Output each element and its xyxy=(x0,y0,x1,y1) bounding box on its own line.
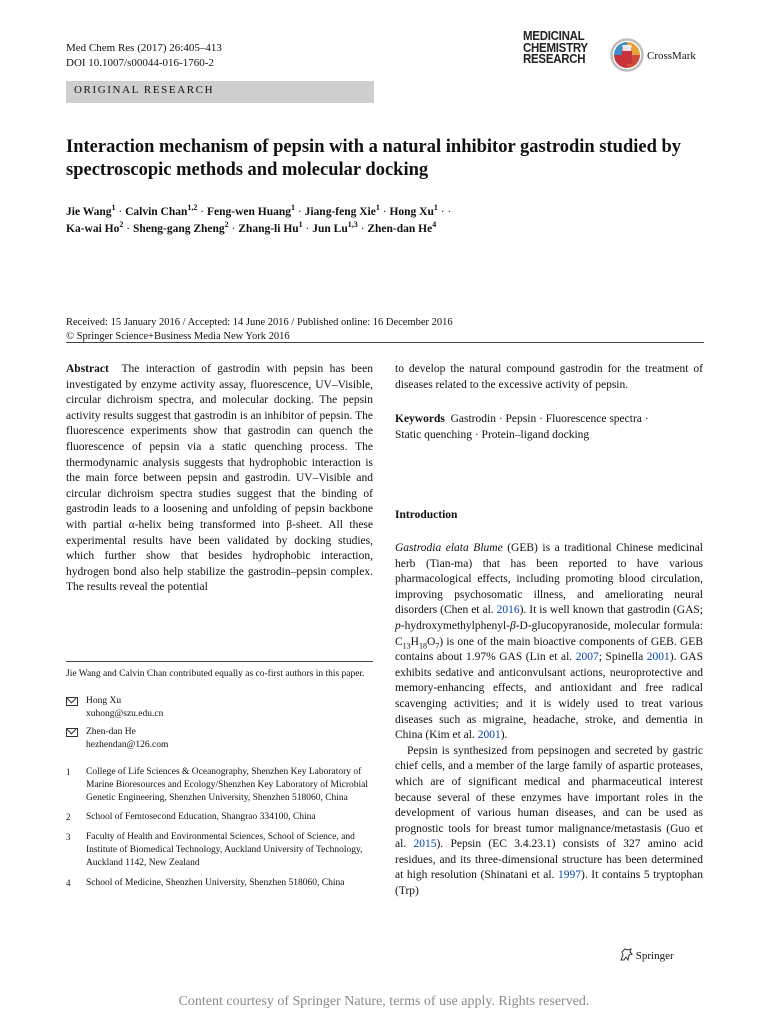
contact-name: Zhen-dan He xyxy=(86,727,136,738)
author-affiliation-marker: 1 xyxy=(433,203,438,213)
citation-link[interactable]: 2015 xyxy=(413,838,437,851)
publisher-name: Springer xyxy=(635,950,674,962)
envelope-icon xyxy=(66,697,78,706)
contact-email[interactable]: xuhong@szu.edu.cn xyxy=(86,708,164,719)
abstract-heading: Abstract xyxy=(66,363,109,375)
introduction-heading: Introduction xyxy=(395,509,458,521)
author-name[interactable]: Feng-wen Huang xyxy=(206,206,292,218)
crossmark-badge[interactable] xyxy=(610,38,710,78)
affiliation-text: College of Life Sciences & Oceanography, Shenzhen Key Laboratory of Marine Bioresources and Ecology/Shenzhen Key Laboratory of Microbial Genetic Engineering, Shenzhen University, Shenzhen 518060, China xyxy=(86,766,369,803)
affiliation-text: School of Medicine, Shenzhen University, Shenzhen 518060, China xyxy=(86,877,345,888)
author-affiliation-marker: 1 xyxy=(298,220,303,230)
history-dates: Received: 15 January 2016 / Accepted: 14 June 2016 / Published online: 16 December 2016 xyxy=(66,317,453,328)
author-separator: · xyxy=(295,206,305,218)
intro-text: ). xyxy=(500,729,508,742)
abstract-block xyxy=(66,362,373,596)
affiliation-entry xyxy=(66,877,373,890)
author-separator: · xyxy=(302,223,313,235)
author-separator: · xyxy=(357,223,368,235)
author-name[interactable]: Calvin Chan xyxy=(125,206,188,218)
author-affiliation-marker: 1,2 xyxy=(187,203,198,213)
logo-line-1: MEDICINAL xyxy=(523,29,585,43)
intro-text: O xyxy=(426,635,436,648)
paper-title: Interaction mechanism of pepsin with a natural inhibitor gastrodin studied by spectroscopic methods and molecular docking xyxy=(66,137,682,180)
author-separator: · xyxy=(437,206,445,218)
crossmark-icon xyxy=(610,38,644,72)
header-divider xyxy=(66,342,704,343)
intro-text: -hydroxymethylphenyl- xyxy=(400,619,510,632)
abstract-text: The interaction of gastrodin with pepsin has been investigated by enzyme activity assay, fluorescence, UV–Visible, circular dichroism spectra, and molecular docking. The pepsin activity results suggest that gastrodin is an inhibitor of pepsin. The fluorescence experiments show that gastrodin can quench the fluorescence of pepsin via a static quenching process. The thermodynamic analysis suggests that hydrophobic interaction is the main force between pepsin and gastrodin. UV–Visible and circular dichroism spectra studies suggest that the binding of gastrodin leads to a loosening and unfolding of pepsin backbone with partial α-helix being transformed into β-sheet. All these experimental results have been validated by docking studies, which further show that besides hydrophobic interaction, hydrogen bond also help stabilize the gastrodin–pepsin complex. The results reveal the potential xyxy=(66,363,373,594)
author-name[interactable]: Jiang-feng Xie xyxy=(304,206,376,218)
intro-italic: p xyxy=(395,619,401,632)
contact-entry xyxy=(66,695,373,721)
introduction-body xyxy=(395,541,703,900)
author-separator: · xyxy=(444,206,452,218)
intro-paragraph-2 xyxy=(395,744,703,900)
rights-notice: Content courtesy of Springer Nature, terms of use apply. Rights reserved. xyxy=(178,994,590,1009)
author-separator: · xyxy=(115,206,126,218)
affiliations xyxy=(66,766,373,889)
publisher-mark xyxy=(619,948,674,962)
author-affiliation-marker: 4 xyxy=(432,220,437,230)
envelope-icon xyxy=(66,728,78,737)
author-name[interactable]: Ka-wai Ho xyxy=(66,223,120,235)
affiliation-number: 2 xyxy=(66,812,71,823)
author-separator: · xyxy=(197,206,207,218)
intro-text: ). It contains 5 tryptophan (Trp) xyxy=(395,869,703,898)
citation-link[interactable]: 2001 xyxy=(646,651,670,664)
article-type-label: ORIGINAL RESEARCH xyxy=(74,84,215,96)
contact-email[interactable]: hezhendan@126.com xyxy=(86,740,169,751)
author-affiliation-marker: 1 xyxy=(375,203,380,213)
author-name[interactable]: Zhang-li Hu xyxy=(238,223,299,235)
article-type-banner xyxy=(66,81,374,103)
author-separator: · xyxy=(379,206,390,218)
keywords-heading: Keywords xyxy=(395,413,445,425)
species-name: Gastrodia elata Blume xyxy=(395,542,503,554)
intro-text: ). It is well known that gastrodin (GAS; xyxy=(519,604,703,617)
author-separator: · xyxy=(123,223,133,235)
author-name[interactable]: Hong Xu xyxy=(389,206,434,218)
intro-italic: β xyxy=(509,619,516,632)
author-separator: · xyxy=(228,223,239,235)
author-name[interactable]: Jie Wang xyxy=(66,206,112,218)
citation-link[interactable]: 2001 xyxy=(477,729,501,742)
springer-horse-icon xyxy=(619,948,633,961)
keywords-line-1: Gastrodin · Pepsin · Fluorescence spectra · xyxy=(450,413,649,425)
intro-text: ). GAS exhibits sedative and anticonvulsant actions, neuroprotective and memory-enhancing effects, and antioxidant and free radical scavenging activities; and it is widely used to treat various diseases such as migraine, headache, stroke, and dementia in China (Kim et al. xyxy=(395,651,703,742)
doi-link[interactable]: DOI 10.1007/s00044-016-1760-2 xyxy=(66,56,214,69)
affiliation-number: 1 xyxy=(66,766,71,777)
author-name[interactable]: Zhen-dan He xyxy=(367,223,433,235)
contact-entry xyxy=(66,726,373,752)
logo-line-3: RESEARCH xyxy=(523,52,586,66)
footnote-divider xyxy=(66,661,373,662)
affiliation-entry xyxy=(66,811,373,824)
crossmark-label: CrossMark xyxy=(647,50,696,62)
affiliation-text: School of Femtosecond Education, Shangrao 334100, China xyxy=(86,812,316,823)
keywords-block xyxy=(395,412,703,443)
citation-link[interactable]: 2016 xyxy=(496,604,520,617)
contact-name: Hong Xu xyxy=(86,695,122,706)
publication-dates xyxy=(66,316,453,343)
corresponding-authors xyxy=(66,695,373,752)
intro-text: ). Pepsin (EC 3.4.23.1) consists of 327 amino acid residues, and its three-dimensional structure has been determined at high resolution (Shinatani et al. xyxy=(395,838,703,882)
journal-logo xyxy=(523,31,595,66)
copyright-line: © Springer Science+Business Media New York 2016 xyxy=(66,330,290,342)
affiliation-text: Faculty of Health and Environmental Sciences, School of Science, and Institute of Biomedical Technology, Auckland University of Technology, Auckland 1142, New Zealand xyxy=(86,832,363,868)
intro-text: (GEB) is a traditional Chinese medicinal herb (Tian-ma) that has been reported to have various pharmacological effects, including promoting blood circulation, improving psychosomatic illness, and ameliorating neural disorders (Chen et al. xyxy=(395,542,703,617)
formula-subscript: 7 xyxy=(435,640,440,650)
keywords-line-2: Static quenching · Protein–ligand docking xyxy=(395,428,590,441)
author-affiliation-marker: 2 xyxy=(119,220,124,230)
logo-line-2: CHEMISTRY xyxy=(523,40,588,55)
author-affiliation-marker: 1,3 xyxy=(347,220,358,230)
footnotes xyxy=(66,668,373,896)
author-affiliation-marker: 1 xyxy=(291,203,296,213)
intro-text: ) is one of the main bioactive components of GEB. GEB contains about 1.97% GAS (Lin et al. xyxy=(395,635,703,664)
author-list xyxy=(66,204,706,238)
affiliation-number: 3 xyxy=(66,832,71,843)
affiliation-number: 4 xyxy=(66,877,71,888)
journal-reference xyxy=(66,41,222,70)
author-name[interactable]: Sheng-gang Zheng xyxy=(132,223,225,235)
abstract-continuation: to develop the natural compound gastrodin for the treatment of diseases related to the excessive activity of pepsin. xyxy=(395,363,703,391)
citation-link[interactable]: 2007 xyxy=(575,651,599,664)
author-name[interactable]: Jun Lu xyxy=(312,223,348,235)
author-affiliation-marker: 2 xyxy=(224,220,229,230)
intro-text: ; Spinella xyxy=(598,651,647,664)
citation-link[interactable]: 1997 xyxy=(558,869,582,882)
author-affiliation-marker: 1 xyxy=(111,203,116,213)
equal-contribution-note: Jie Wang and Calvin Chan contributed equally as co-first authors in this paper. xyxy=(66,669,365,679)
formula-subscript: 18 xyxy=(418,640,427,650)
affiliation-entry xyxy=(66,831,373,869)
affiliation-entry xyxy=(66,766,373,804)
intro-text: H xyxy=(410,635,419,648)
intro-paragraph-1 xyxy=(395,541,703,744)
intro-text: -D-glucopyranoside, molecular formula: C xyxy=(395,619,703,648)
intro-text: Pepsin is synthesized from pepsinogen and secreted by gastric chief cells, and a member of the large family of aspartic proteases, which are of significant medical and pharmaceutical interest because several of these enzymes have important roles in the development of various human diseases, and can be used as prognostic tools for breast tumor malignance/metastasis (Guo et al. xyxy=(395,744,703,851)
formula-subscript: 13 xyxy=(402,640,411,650)
journal-citation: Med Chem Res (2017) 26:405–413 xyxy=(66,42,222,54)
